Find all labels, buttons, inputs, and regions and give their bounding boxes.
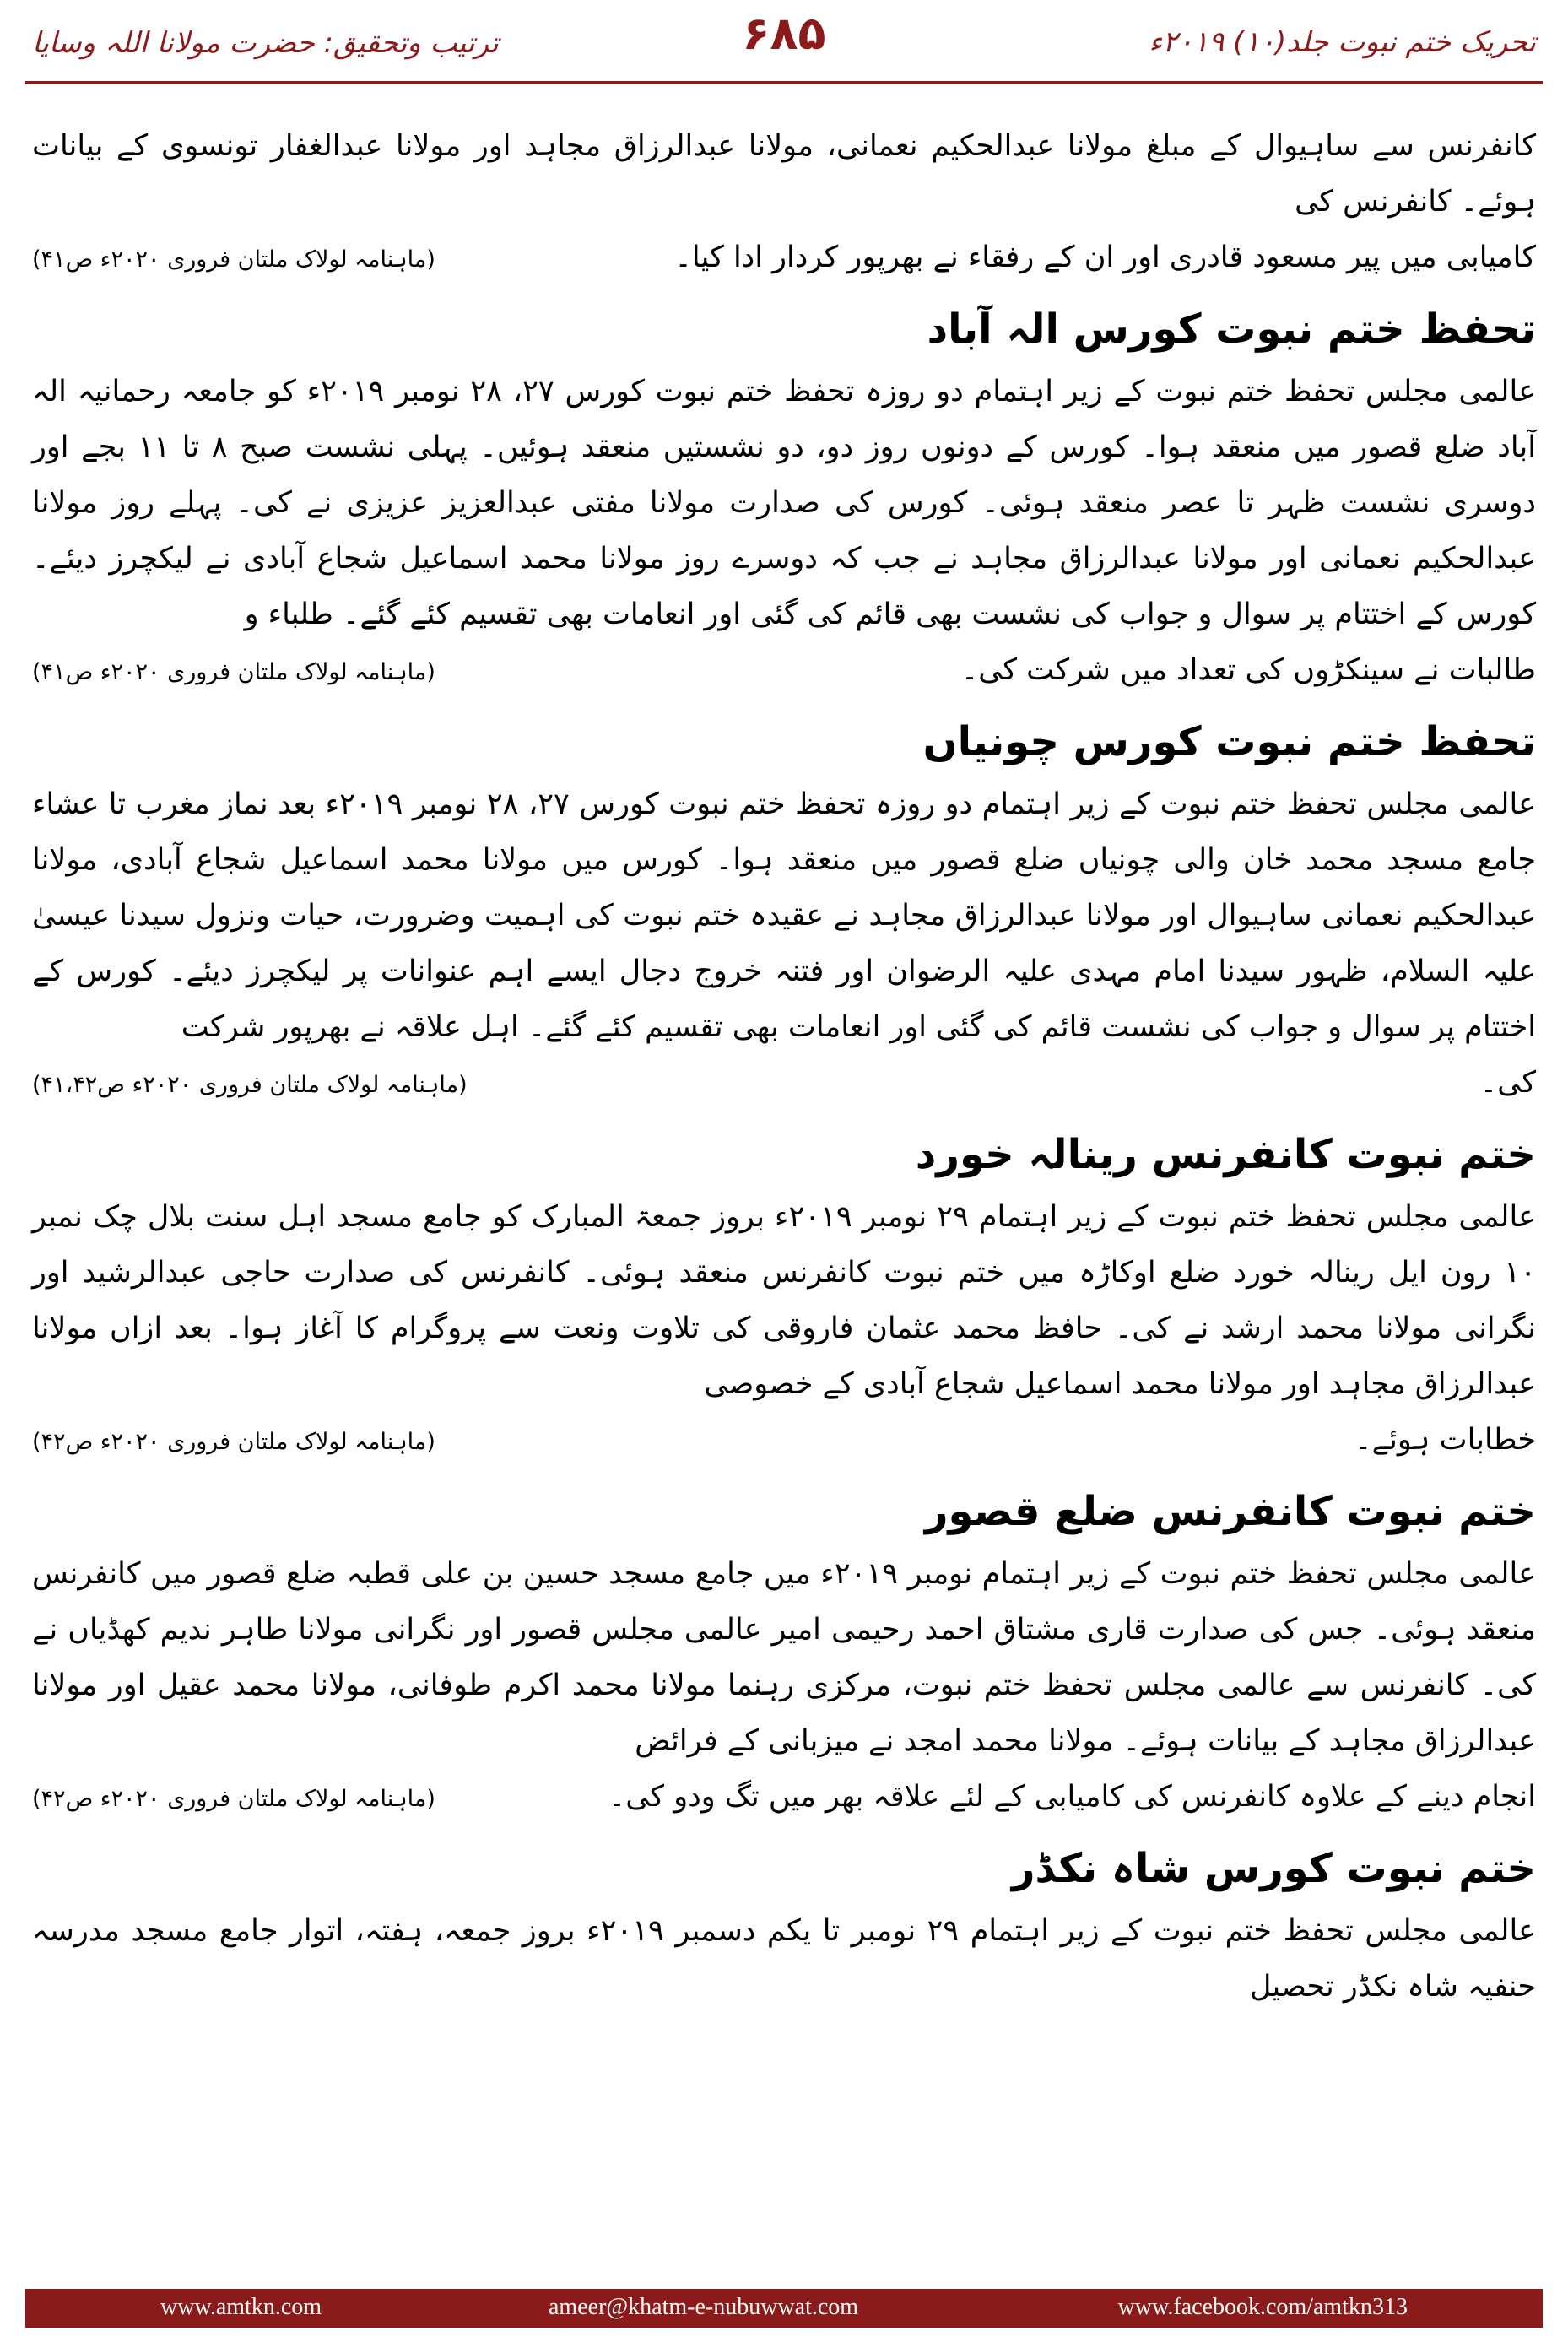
section-course-allahabad (32, 295, 1536, 700)
section-closing-line (32, 1412, 1536, 1470)
section-paragraph: عالمی مجلس تحفظ ختم نبوت کے زیر اہتمام ۲۹ نومبر تا یکم دسمبر ۲۰۱۹ء بروز جمعہ، ہفتہ، اتوار جامع مسجد مدرسہ حنفیہ شاہ نکڈر تحصیل (32, 1914, 1537, 2004)
section-closing-line (32, 230, 1536, 288)
page-number: ۶۸۵ (742, 7, 826, 60)
compiler-credit: ترتیب وتحقیق: حضرت مولانا اللہ وسایا (32, 26, 499, 60)
section-last-line: خطابات ہوئے۔ (1354, 1423, 1536, 1457)
section-heading: ختم نبوت کورس شاہ نکڈر (1011, 1845, 1536, 1892)
section-heading: تحفظ ختم نبوت کورس الہ آباد (927, 306, 1536, 353)
page-header (0, 0, 1568, 84)
section-sahiwal-conference (32, 118, 1536, 288)
section-paragraph: عالمی مجلس تحفظ ختم نبوت کے زیر اہتمام ۲۹ نومبر ۲۰۱۹ء بروز جمعۃ المبارک کو جامع مسجد اہل سنت بلال چک نمبر ۱۰ رون ایل رینالہ خورد ضلع اوکاڑہ میں ختم نبوت کانفرنس منعقد ہوئی۔ کانفرنس کی صدارت حاجی عبدالرشید اور نگرانی مولانا محمد ارشد نے کی۔ حافظ محمد عثمان فاروقی کی تلاوت ونعت سے پروگرام کا آغاز ہوا۔ بعد ازاں مولانا عبدالرزاق مجاہد اور مولانا محمد اسماعیل شجاع آبادی کے خصوصی (32, 1200, 1536, 1401)
section-heading: ختم نبوت کانفرنس ضلع قصور (924, 1488, 1536, 1535)
section-course-shah-nakdar (32, 1834, 1536, 2015)
email-link[interactable]: ameer@khatm-e-nubuwwat.com (549, 2294, 859, 2320)
section-source: (ماہنامہ لولاک ملتان فروری ۲۰۲۰ء ص۴۱،۴۲) (32, 1072, 468, 1098)
section-last-line: انجام دینے کے علاوہ کانفرنس کی کامیابی کے لئے علاقہ بھر میں تگ ودو کی۔ (608, 1780, 1536, 1814)
page-footer (25, 2289, 1543, 2328)
section-closing-line (32, 1055, 1536, 1113)
section-course-chunian (32, 707, 1536, 1113)
section-conference-renala-khurd (32, 1120, 1536, 1470)
section-paragraph: عالمی مجلس تحفظ ختم نبوت کے زیر اہتمام دو روزہ تحفظ ختم نبوت کورس ۲۷، ۲۸ نومبر ۲۰۱۹ء بعد نماز مغرب تا عشاء جامع مسجد محمد خان والی چونیاں ضلع قصور میں منعقد ہوا۔ کورس میں مولانا محمد اسماعیل شجاع آبادی، مولانا عبدالحکیم نعمانی ساہیوال اور مولانا عبدالرزاق مجاہد نے عقیدہ ختم نبوت کی اہمیت وضرورت، حیات ونزول سیدنا عیسیٰ علیہ السلام، ظہور سیدنا امام مہدی علیہ الرضوان اور فتنہ خروج دجال ایسے اہم عنوانات پر لیکچرز دیئے۔ کورس کے اختتام پر سوال و جواب کی نشست قائم کی گئی اور انعامات بھی تقسیم کئے گئے۔ اہل علاقہ نے بھرپور شرکت (32, 787, 1537, 1044)
section-source: (ماہنامہ لولاک ملتان فروری ۲۰۲۰ء ص۴۱) (32, 246, 435, 273)
section-source: (ماہنامہ لولاک ملتان فروری ۲۰۲۰ء ص۴۲) (32, 1786, 435, 1812)
book-title: تحریک ختم نبوت جلد(۱۰) ۲۰۱۹ء (1149, 25, 1536, 59)
section-source: (ماہنامہ لولاک ملتان فروری ۲۰۲۰ء ص۴۱) (32, 659, 435, 685)
section-closing-line (32, 1769, 1536, 1827)
facebook-link[interactable]: www.facebook.com/amtkn313 (1117, 2294, 1408, 2320)
section-closing-line (32, 642, 1536, 700)
section-conference-kasur (32, 1477, 1536, 1827)
section-last-line: کی۔ (1479, 1066, 1536, 1100)
section-heading: ختم نبوت کانفرنس رینالہ خورد (915, 1131, 1536, 1178)
header-divider (25, 81, 1543, 84)
section-source: (ماہنامہ لولاک ملتان فروری ۲۰۲۰ء ص۴۲) (32, 1429, 435, 1455)
section-heading: تحفظ ختم نبوت کورس چونیاں (922, 718, 1536, 765)
page-content (32, 118, 1536, 2015)
section-paragraph: کانفرنس سے ساہیوال کے مبلغ مولانا عبدالحکیم نعمانی، مولانا عبدالرزاق مجاہد اور مولانا عبدالغفار تونسوی کے بیانات ہوئے۔ کانفرنس کی (32, 129, 1536, 219)
section-last-line: کامیابی میں پیر مسعود قادری اور ان کے رفقاء نے بھرپور کردار ادا کیا۔ (674, 241, 1536, 274)
section-last-line: طالبات نے سینکڑوں کی تعداد میں شرکت کی۔ (960, 653, 1536, 687)
website-link[interactable]: www.amtkn.com (160, 2294, 322, 2320)
section-paragraph: عالمی مجلس تحفظ ختم نبوت کے زیر اہتمام نومبر ۲۰۱۹ء میں جامع مسجد حسین بن علی قطبہ ضلع قصور میں کانفرنس منعقد ہوئی۔ جس کی صدارت قاری مشتاق احمد رحیمی امیر عالمی مجلس قصور اور نگرانی مولانا طاہر ندیم کھڈیاں نے کی۔ کانفرنس سے عالمی مجلس تحفظ ختم نبوت، مرکزی رہنما مولانا محمد اکرم طوفانی، مولانا محمد عقیل اور مولانا عبدالرزاق مجاہد کے بیانات ہوئے۔ مولانا محمد امجد نے میزبانی کے فرائض (32, 1557, 1537, 1758)
section-paragraph: عالمی مجلس تحفظ ختم نبوت کے زیر اہتمام دو روزہ تحفظ ختم نبوت کورس ۲۷، ۲۸ نومبر ۲۰۱۹ء کو جامعہ رحمانیہ الہ آباد ضلع قصور میں منعقد ہوا۔ کورس کے دونوں روز دو، دو نشستیں منعقد ہوئیں۔ پہلی نشست صبح ۸ تا ۱۱ بجے اور دوسری نشست ظہر تا عصر منعقد ہوئی۔ کورس کی صدارت مولانا مفتی عبدالعزیز عزیزی نے کی۔ پہلے روز مولانا عبدالحکیم نعمانی اور مولانا عبدالرزاق مجاہد نے جب کہ دوسرے روز مولانا محمد اسماعیل شجاع آبادی نے لیکچرز دیئے۔ کورس کے اختتام پر سوال و جواب کی نشست بھی قائم کی گئی اور انعامات بھی تقسیم کئے گئے۔ طلباء و (32, 375, 1537, 631)
